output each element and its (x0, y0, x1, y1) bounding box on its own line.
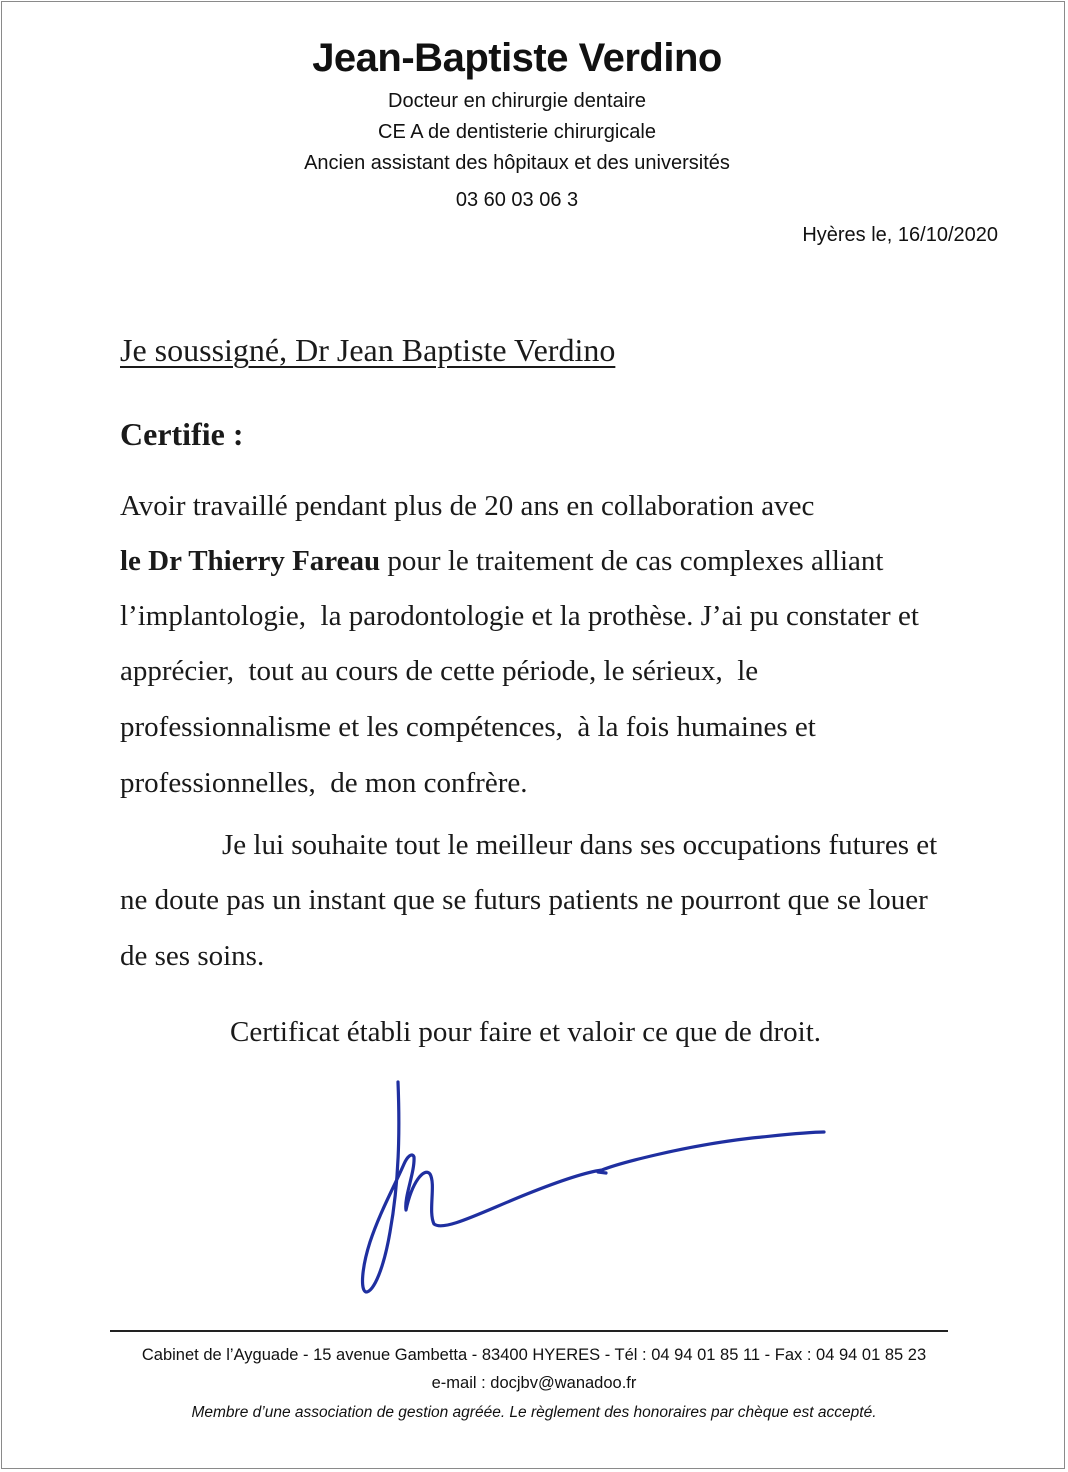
closing-line: Certificat établi pour faire et valoir ce que de droit. (230, 1016, 822, 1048)
paragraph-1-line-6: professionnelles, de mon confrère. (120, 767, 528, 799)
footer-email: e-mail : docjbv@wanadoo.fr (431, 1374, 637, 1392)
paragraph-1-line-4: apprécier, tout au cours de cette période, le sérieux, le (120, 655, 759, 687)
certificate-page (1, 1, 1065, 1469)
paragraph-1-line-5: professionnalisme et les compétences, à la fois humaines et (120, 711, 816, 743)
paragraph-1-line-3: l’implantologie, la parodontologie et la prothèse. J’ai pu constater et (120, 600, 919, 632)
colleague-name: le Dr Thierry Fareau (120, 545, 381, 577)
footer-address: Cabinet de l’Ayguade - 15 avenue Gambetta - 83400 HYERES - Tél : 04 94 01 85 11 - Fax : 04 94 01 85 23 (141, 1346, 927, 1364)
signature (352, 1072, 842, 1302)
paragraph-1-line-1: Avoir travaillé pendant plus de 20 ans en collaboration avec (120, 490, 815, 522)
paragraph-2-line-3: de ses soins. (120, 940, 265, 972)
doctor-title-2: CE A de dentisterie chirurgicale (378, 121, 656, 143)
paragraph-1-line-2-rest: pour le traitement de cas complexes alliant (380, 545, 884, 577)
certifie-heading: Certifie : (120, 416, 244, 452)
paragraph-2-line-1: Je lui souhaite tout le meilleur dans ses occupations futures et (222, 829, 938, 861)
footer-note: Membre d’une association de gestion agréée. Le règlement des honoraires par chèque est accepté. (191, 1404, 877, 1421)
date-line: Hyères le, 16/10/2020 (802, 224, 998, 246)
doctor-title-3: Ancien assistant des hôpitaux et des universités (304, 152, 730, 174)
doctor-name: Jean-Baptiste Verdino (312, 36, 722, 80)
paragraph-1-line-2 (120, 545, 883, 578)
paragraph-2-line-2: ne doute pas un instant que se futurs patients ne pourront que se louer (120, 884, 928, 916)
undersigned-line: Je soussigné, Dr Jean Baptiste Verdino (120, 332, 616, 368)
footer-divider (110, 1330, 948, 1332)
doctor-phone: 03 60 03 06 3 (455, 189, 579, 211)
doctor-title-1: Docteur en chirurgie dentaire (388, 90, 646, 112)
